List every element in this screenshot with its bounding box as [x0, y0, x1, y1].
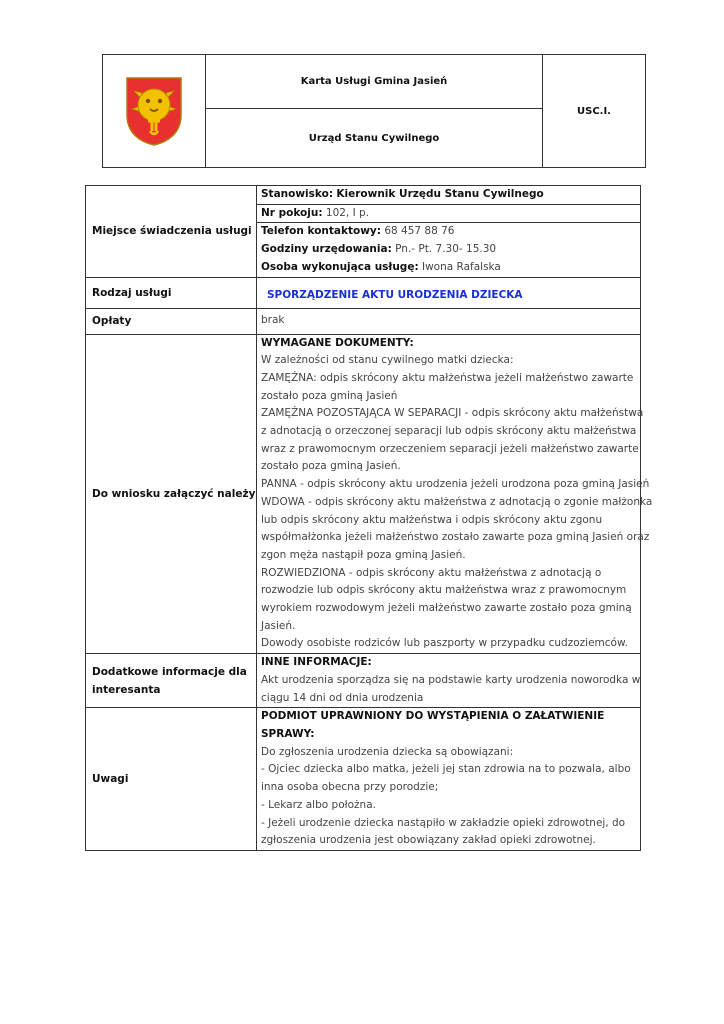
documents-row — [86, 334, 641, 654]
note-line: Do zgłoszenia urodzenia dziecka są obowiązani: — [261, 745, 514, 758]
note-line: inna osoba obecna przy porodzie; — [261, 781, 439, 794]
phone-value: 68 457 88 76 — [384, 225, 455, 238]
doc-line: WDOWA - odpis skrócony aktu małżeństwa z adnotacją o zgonie małżonka — [261, 495, 653, 508]
additional-label-line1: Dodatkowe informacje dla — [92, 665, 247, 678]
doc-line: lub odpis skrócony aktu małżeństwa i odpis skrócony aktu zgonu — [261, 513, 603, 526]
service-label: Rodzaj usługi — [86, 277, 257, 308]
service-name: SPORZĄDZENIE AKTU URODZENIA DZIECKA — [267, 289, 523, 302]
doc-line: wraz z prawomocnym orzeczeniem separacji jeżeli małżeństwo zawarte — [261, 442, 639, 455]
position-line: Stanowisko: Kierownik Urzędu Stanu Cywilnego — [257, 186, 640, 205]
hours-line: Godziny urzędowania: Pn.- Pt. 7.30- 15.30 — [261, 243, 497, 256]
doc-line: W zależności od stanu cywilnego matki dziecka: — [261, 354, 514, 367]
service-row — [86, 277, 641, 308]
documents-label: Do wniosku załączyć należy — [86, 334, 257, 654]
notes-row — [86, 708, 641, 851]
card-title: Karta Usługi Gmina Jasień — [206, 55, 543, 109]
position-value: Kierownik Urzędu Stanu Cywilnego — [336, 188, 544, 200]
place-row — [86, 186, 641, 278]
doc-line: ZAMĘŻNA: odpis skrócony aktu małżeństwa jeżeli małżeństwo zawarte — [261, 371, 634, 384]
room-line: Nr pokoju: 102, I p. — [257, 205, 640, 224]
info-line: Akt urodzenia sporządza się na podstawie karty urodzenia noworodka w — [261, 673, 641, 686]
doc-line: współmałżonka jeżeli małżeństwo zostało zawarte poza gminą Jasień oraz — [261, 531, 650, 544]
crest-cell — [103, 55, 206, 168]
additional-row — [86, 654, 641, 708]
doc-line: zostało poza gminą Jasień. — [261, 460, 401, 473]
room-value: 102, I p. — [325, 206, 370, 219]
doc-line: rozwodzie lub odpis skrócony aktu małżeństwa wraz z prawomocnym — [261, 584, 627, 597]
info-line: ciągu 14 dni od dnia urodzenia — [261, 691, 424, 704]
doc-line: Jasień. — [261, 619, 296, 632]
hours-value: Pn.- Pt. 7.30- 15.30 — [395, 243, 497, 256]
additional-heading: INNE INFORMACJE: — [261, 656, 372, 669]
notes-heading-line1: PODMIOT UPRAWNIONY DO WYSTĄPIENIA O ZAŁATWIENIE — [261, 710, 605, 723]
documents-heading: WYMAGANE DOKUMENTY: — [261, 336, 414, 349]
doc-line: ROZWIEDZIONA - odpis skrócony aktu małżeństwa z adnotacją o — [261, 566, 602, 579]
doc-line: wyrokiem rozwodowym jeżeli małżeństwo zawarte zostało poza gminą — [261, 602, 632, 615]
note-line: zgłoszenia urodzenia jest obowiązany zakład opieki zdrowotnej. — [261, 834, 596, 847]
office-name: Urząd Stanu Cywilnego — [206, 109, 543, 168]
card-code: USC.I. — [543, 55, 646, 168]
note-line: - Lekarz albo położna. — [261, 798, 376, 811]
notes-label: Uwagi — [86, 708, 257, 851]
fees-label: Opłaty — [86, 308, 257, 334]
doc-line: Dowody osobiste rodziców lub paszporty w przypadku cudzoziemców. — [261, 637, 628, 650]
service-card-table — [85, 185, 653, 851]
doc-line: zostało poza gminą Jasień — [261, 389, 398, 402]
doc-line: zgon męża nastąpił poza gminą Jasień. — [261, 548, 466, 561]
doc-line: z adnotacją o orzeczonej separacji lub odpis skrócony aktu małżeństwa — [261, 425, 637, 438]
note-line: - Jeżeli urodzenie dziecka nastąpiło w zakładzie opieki zdrowotnej, do — [261, 816, 626, 829]
header-table — [102, 54, 646, 168]
fees-row — [86, 308, 641, 334]
additional-label-line2: interesanta — [92, 683, 161, 696]
doc-line: PANNA - odpis skrócony aktu urodzenia jeżeli urodzona poza gminą Jasień — [261, 478, 650, 491]
note-line: - Ojciec dziecka albo matka, jeżeli jej stan zdrowia na to pozwala, albo — [261, 763, 631, 776]
notes-heading-line2: SPRAWY: — [261, 727, 315, 740]
person-value: Iwona Rafalska — [421, 260, 501, 273]
doc-line: ZAMĘŻNA POZOSTAJĄCA W SEPARACJI - odpis skrócony aktu małżeństwa — [261, 407, 644, 420]
place-label: Miejsce świadczenia usługi — [86, 186, 257, 278]
coat-of-arms-icon — [124, 75, 184, 147]
person-line: Osoba wykonująca usługę: Iwona Rafalska — [261, 260, 501, 273]
fees-value: brak — [261, 314, 285, 327]
phone-line: Telefon kontaktowy: 68 457 88 76 — [261, 225, 455, 238]
